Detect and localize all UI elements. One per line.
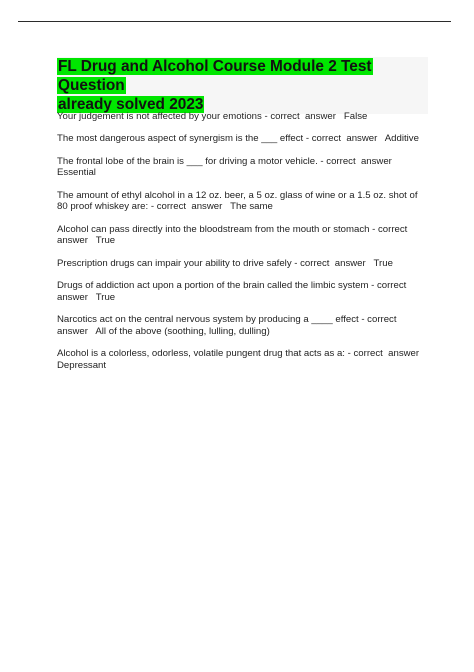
- qa-item: [57, 190, 429, 213]
- question-text: The most dangerous aspect of synergism is the ___ effect - correct answer: [57, 133, 385, 145]
- qa-item: [57, 348, 429, 371]
- question-text: Drugs of addiction act upon a portion of the brain called the limbic system - correct answer: [57, 280, 409, 303]
- title-line-1: FL Drug and Alcohol Course Module 2 Test Question: [58, 58, 372, 94]
- title-line-2: already solved 2023: [58, 96, 204, 113]
- question-answer-list: [57, 111, 429, 382]
- answer-text: Depressant: [57, 359, 107, 371]
- qa-item: [57, 156, 429, 179]
- answer-text: True: [95, 291, 116, 303]
- qa-item: [57, 111, 429, 123]
- answer-text: The same: [230, 201, 273, 213]
- document-title: [57, 57, 428, 114]
- answer-text: All of the above (soothing, lulling, dulling): [95, 325, 270, 337]
- answer-text: True: [373, 257, 393, 269]
- question-text: Prescription drugs can impair your ability to drive safely - correct answer: [57, 257, 374, 269]
- question-text: Alcohol can pass directly into the bloodstream from the mouth or stomach - correct answer: [57, 223, 410, 247]
- top-divider: [18, 21, 451, 22]
- title-block: [57, 57, 428, 114]
- question-text: The amount of ethyl alcohol in a 12 oz. beer, a 5 oz. glass of wine or a 1.5 oz. shot of 80 proof whiskey are: - correct answer: [57, 189, 421, 213]
- answer-text: False: [343, 111, 368, 122]
- question-text: Narcotics act on the central nervous system by producing a ____ effect - correct answer: [57, 314, 400, 337]
- qa-item: [57, 258, 429, 270]
- answer-text: Essential: [57, 167, 96, 179]
- qa-item: [57, 133, 429, 145]
- question-text: Alcohol is a colorless, odorless, volatile pungent drug that acts as a: - correct answer: [57, 348, 425, 360]
- qa-item: [57, 314, 429, 337]
- question-text: Your judgement is not affected by your emotions - correct answer: [57, 111, 344, 122]
- qa-item: [57, 280, 429, 303]
- answer-text: Additive: [384, 133, 419, 145]
- answer-text: True: [95, 235, 116, 247]
- qa-item: [57, 224, 429, 247]
- question-text: The frontal lobe of the brain is ___ for driving a motor vehicle. - correct answer: [57, 155, 398, 167]
